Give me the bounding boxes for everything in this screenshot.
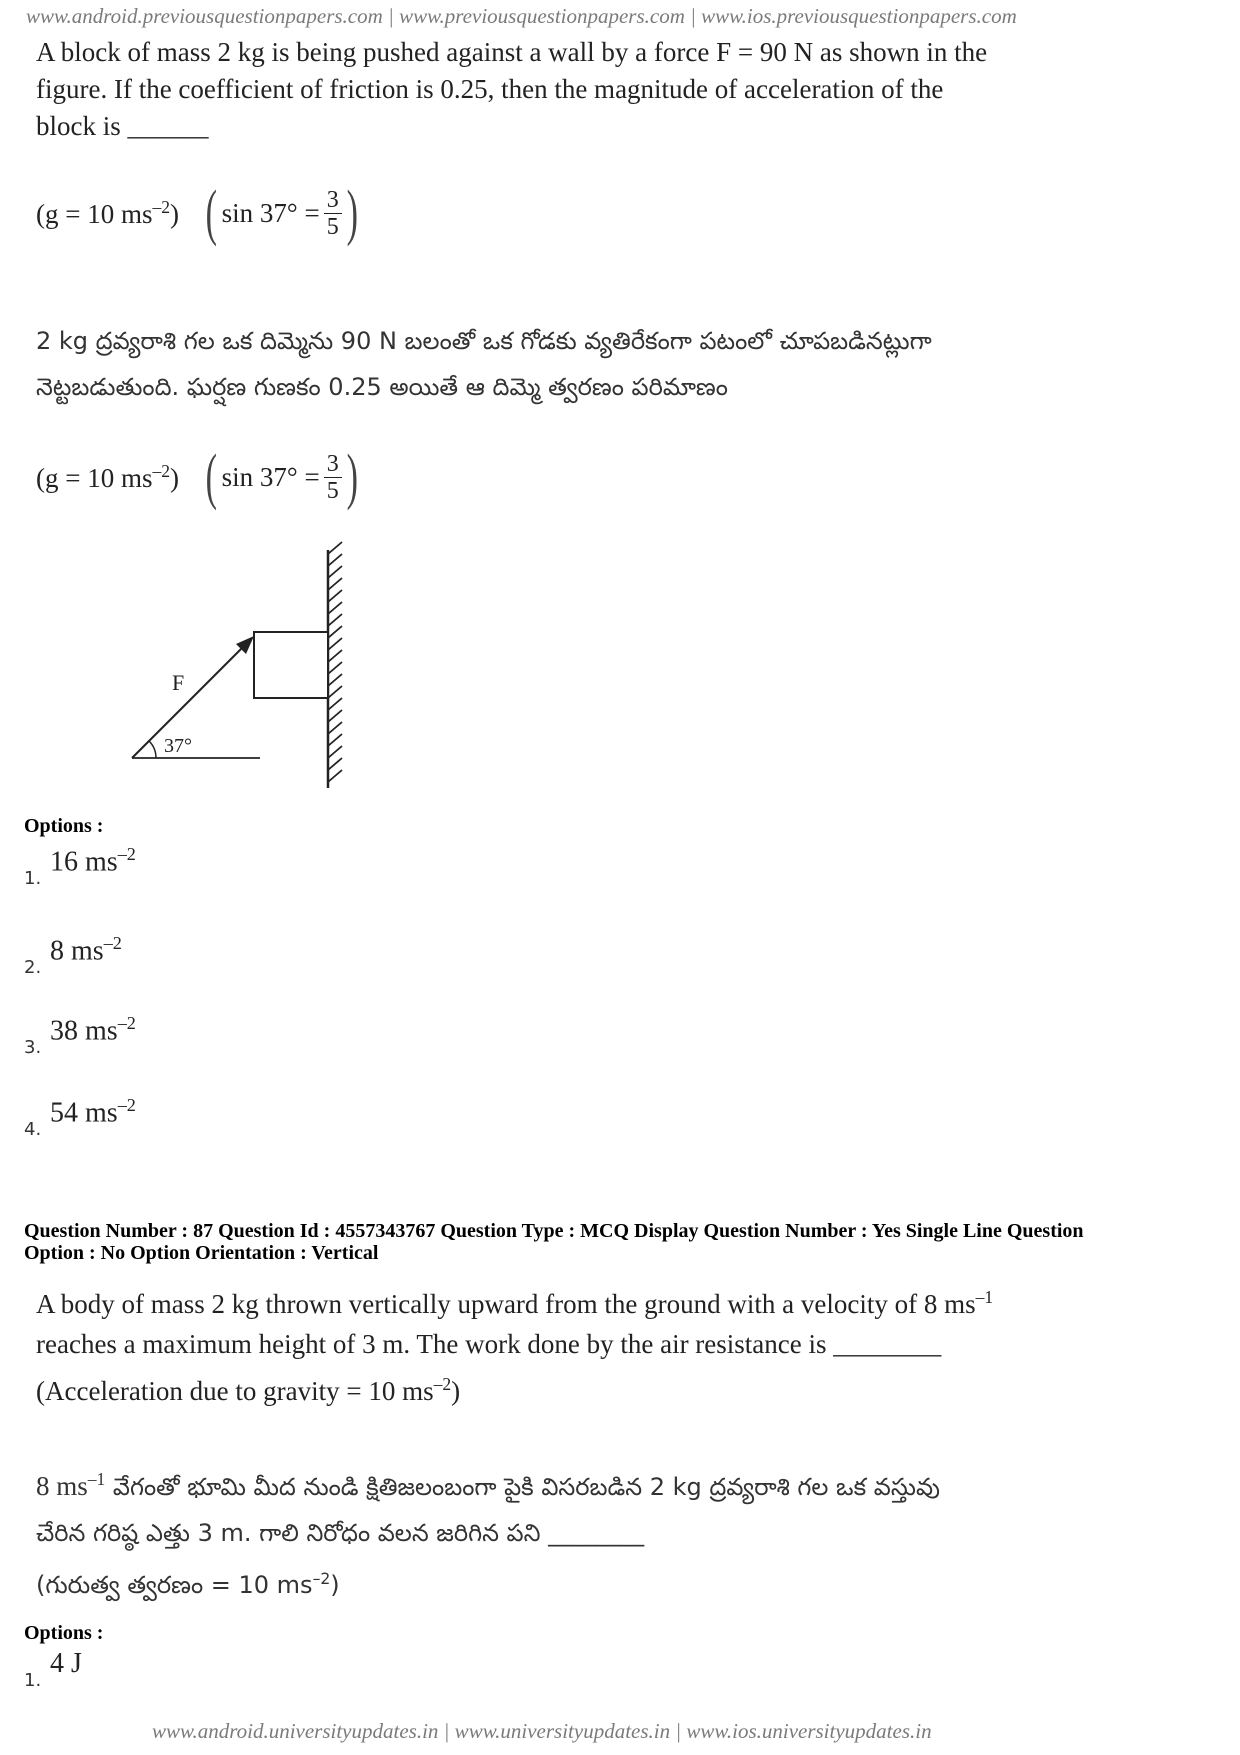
- right-paren: ): [346, 179, 358, 247]
- q86-telugu-line: నెట్టబడుతుంది. ఘర్షణ గుణకం 0.25 అయితే ఆ దిమ్మె త్వరణం పరిమాణం: [36, 373, 728, 401]
- block-wall-figure: [130, 540, 360, 800]
- gravity-given: (g = 10 $ms^{-2}$): [36, 196, 180, 229]
- q87-meta-line: Question Number : 87 Question Id : 4557343767 Question Type : MCQ Display Question Number : Yes Single Line Question: [24, 1220, 1084, 1242]
- q86-option-1[interactable]: 1. 16 $ms^{-2}$: [24, 844, 136, 890]
- q87-telugu-line: చేరిన గరిష్ఠ ఎత్తు 3 m. గాలి నిరోధం వలన జరిగిన పని ________: [36, 1519, 645, 1547]
- q87-meta-line: Option : No Option Orientation : Vertical: [24, 1242, 379, 1264]
- q87-meta: [24, 1220, 1224, 1264]
- sin-fraction: $\frac{3}{5}$: [324, 451, 342, 504]
- q87-english-line: reaches a maximum height of 3 m. The work done by the air resistance is ________: [36, 1329, 942, 1359]
- q86-telugu-text: [36, 318, 1216, 410]
- q87-telugu-line: 8 $ms^{-1}$ వేగంతో భూమి మీద నుండి క్షితిజలంబంగా పైకి విసరబడిన 2 kg ద్రవ్యరాశి గల ఒక వస్తువు: [36, 1469, 940, 1501]
- sin-label: sin 37° =: [221, 197, 320, 228]
- force-label: F: [172, 670, 185, 695]
- q86-english-text: [36, 34, 1216, 145]
- q87-option-1[interactable]: 1. 4 J: [24, 1648, 82, 1691]
- q86-telugu-line: 2 kg ద్రవ్యరాశి గల ఒక దిమ్మెను 90 N బలంతో ఒక గోడకు వ్యతిరేకంగా పటంలో చూపబడినట్లుగా: [36, 327, 932, 355]
- q87-english-line: A body of mass 2 kg thrown vertically upward from the ground with a velocity of 8 $ms^{-1}$: [36, 1287, 994, 1319]
- left-paren: (: [205, 443, 218, 511]
- q86-option-2[interactable]: 2. 8 $ms^{-2}$: [24, 933, 122, 979]
- left-paren: (: [205, 179, 218, 247]
- q87-telugu-line: (గురుత్వ త్వరణం = 10 $ms^{-2}$): [36, 1570, 340, 1599]
- q86-options-label: Options :: [24, 815, 104, 837]
- wall-hatching: [328, 542, 342, 782]
- q86-given-formula: [36, 179, 362, 247]
- q86-english-line: figure. If the coefficient of friction is 0.25, then the magnitude of acceleration of the: [36, 74, 944, 104]
- q86-option-3[interactable]: 3. 38 $ms^{-2}$: [24, 1013, 136, 1059]
- q86-given-formula-telugu: [36, 443, 362, 511]
- angle-label: 37°: [164, 735, 192, 757]
- sin-label: sin 37° =: [221, 461, 320, 492]
- q87-telugu-text: [36, 1456, 1226, 1608]
- block: [254, 632, 328, 698]
- footer-watermark: www.android.universityupdates.in | www.universityupdates.in | www.ios.universityupdates.in: [152, 1719, 932, 1743]
- header-watermark: www.android.previousquestionpapers.com | www.previousquestionpapers.com | www.ios.previousquestionpapers.com: [26, 4, 1017, 28]
- angle-arc: [149, 741, 156, 758]
- q87-options-label: Options :: [24, 1622, 104, 1644]
- q86-english-line: block is ______: [36, 111, 209, 141]
- q87-english-line: (Acceleration due to gravity = 10 $ms^{-2}$): [36, 1374, 461, 1406]
- q87-english-text: [36, 1277, 1216, 1411]
- q86-english-line: A block of mass 2 kg is being pushed against a wall by a force F = 90 N as shown in the: [36, 37, 988, 67]
- q86-option-4[interactable]: 4. 54 $ms^{-2}$: [24, 1095, 136, 1141]
- sin-fraction: $\frac{3}{5}$: [324, 187, 342, 240]
- right-paren: ): [346, 443, 358, 511]
- gravity-given: (g = 10 $ms^{-2}$): [36, 460, 180, 493]
